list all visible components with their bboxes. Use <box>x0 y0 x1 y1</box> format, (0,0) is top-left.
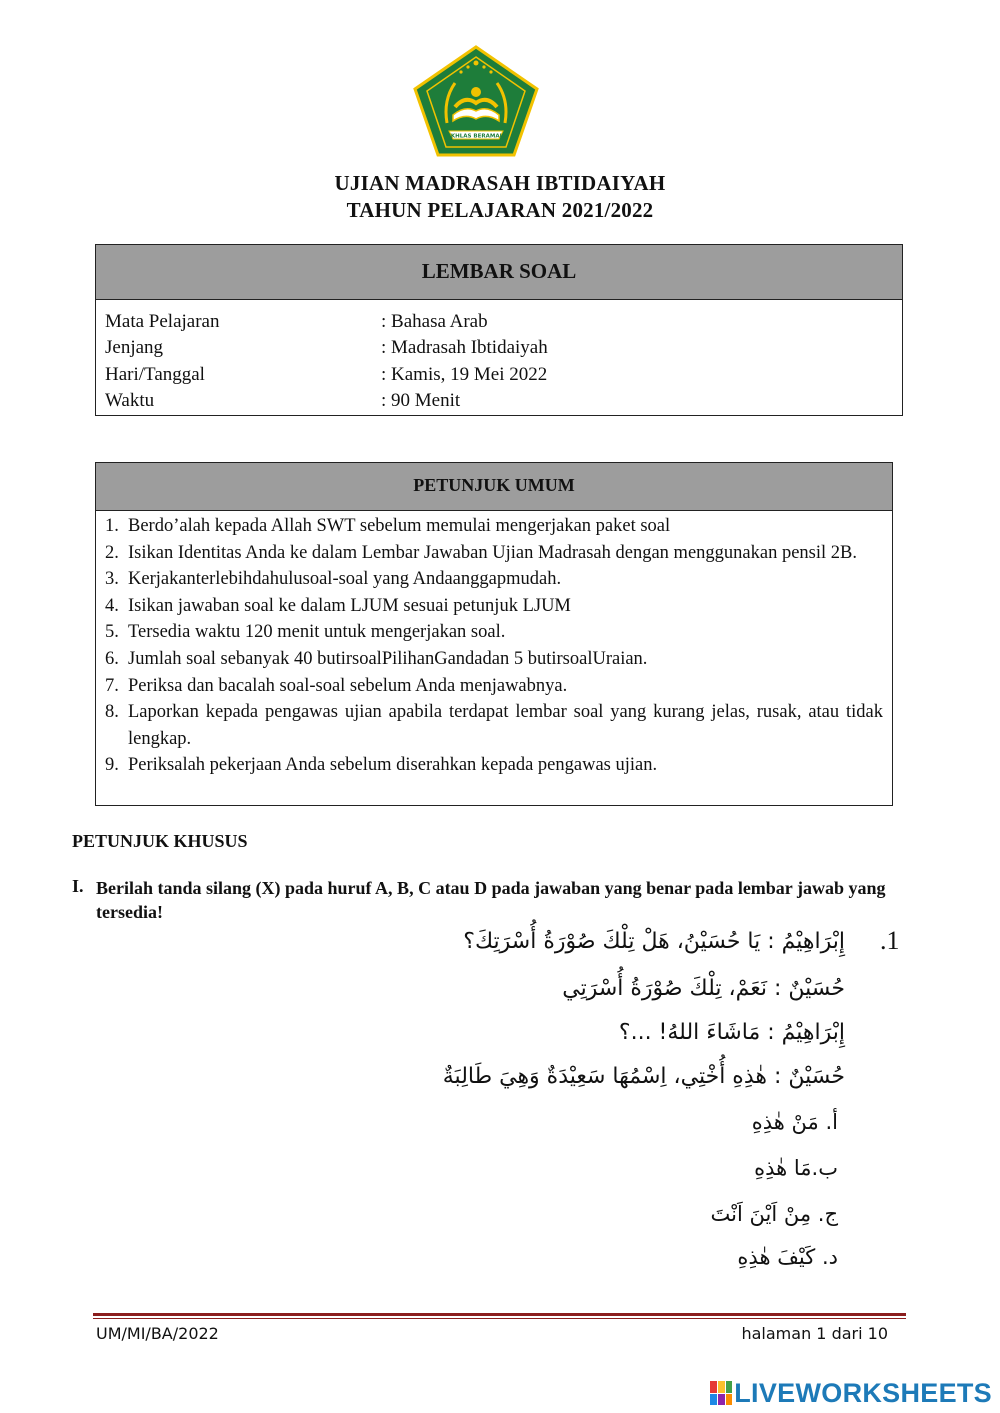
option-letter: ج. <box>817 1202 838 1226</box>
list-item <box>105 752 883 779</box>
item-number: 3. <box>105 569 119 590</box>
footer-rule-thin <box>93 1318 906 1319</box>
list-item <box>105 593 883 620</box>
list-item <box>105 673 883 700</box>
option-text: مَا هٰذِهِ <box>754 1156 812 1180</box>
dialog-line: إِبْرَاهِيْمُ : مَاشَاءَ اللهُ! ...؟ <box>618 1020 845 1045</box>
item-number: 6. <box>105 648 119 669</box>
info-value: : 90 Menit <box>381 390 461 411</box>
dialog-line: حُسَيْنٌ : هٰذِهِ أُخْتِي، اِسْمُهَا سَعِيْدَةٌ وَهِيَ طَالِبَةٌ <box>442 1064 845 1089</box>
petunjuk-umum-box <box>95 462 893 806</box>
info-value: : Kamis, 19 Mei 2022 <box>381 364 548 385</box>
item-number: 7. <box>105 675 119 696</box>
option-text: كَيْفَ هٰذِهِ <box>737 1245 816 1269</box>
option-letter: ب. <box>811 1156 838 1180</box>
page-indicator: halaman 1 dari 10 <box>741 1324 888 1343</box>
item-number: 1. <box>105 516 119 536</box>
section-instruction: Berilah tanda silang (X) pada huruf A, B, C atau D pada jawaban yang benar pada lembar jawab yang tersedia! <box>96 878 886 922</box>
item-text: Periksalah pekerjaan Anda sebelum diserahkan kepada pengawas ujian. <box>128 755 658 776</box>
info-label: Waktu <box>105 390 155 411</box>
option-letter: أ. <box>825 1110 838 1134</box>
info-label: Jenjang <box>105 337 164 358</box>
liveworksheets-watermark[interactable] <box>710 1378 992 1408</box>
info-value: : Bahasa Arab <box>381 311 488 332</box>
question-number: .1 <box>880 926 900 955</box>
petunjuk-umum-list <box>105 513 883 779</box>
item-text: Isikan jawaban soal ke dalam LJUM sesuai petunjuk LJUM <box>128 595 571 616</box>
item-text: Berdo’alah kepada Allah SWT sebelum memulai mengerjakan paket soal <box>128 516 671 536</box>
document-code: UM/MI/BA/2022 <box>96 1324 219 1343</box>
list-item <box>105 540 883 567</box>
exam-title: UJIAN MADRASAH IBTIDAIYAH <box>334 171 666 195</box>
info-label: Mata Pelajaran <box>105 311 220 332</box>
option-text: مِنْ اَيْنَ اَنْتَ <box>710 1202 812 1226</box>
item-text: Tersedia waktu 120 menit untuk mengerjakan soal. <box>128 622 506 643</box>
info-value: : Madrasah Ibtidaiyah <box>381 337 548 358</box>
item-number: 8. <box>105 702 119 723</box>
watermark-text: LIVEWORKSHEETS <box>734 1377 992 1408</box>
item-number: 4. <box>105 595 119 616</box>
dialog-line: إِبْرَاهِيْمُ : يَا حُسَيْنُ، هَلْ تِلْكَ صُوْرَةُ أُسْرَتِكَ؟ <box>463 929 845 954</box>
item-number: 9. <box>105 755 119 776</box>
option-text: مَنْ هٰذِهِ <box>751 1110 819 1134</box>
item-text: Isikan Identitas Anda ke dalam Lembar Jawaban Ujian Madrasah dengan menggunakan pensil 2B. <box>128 542 857 563</box>
lembar-soal-heading: LEMBAR SOAL <box>96 245 902 300</box>
list-item <box>105 513 883 540</box>
kemenag-logo <box>413 45 539 157</box>
option-letter: د. <box>821 1245 838 1269</box>
list-item <box>105 619 883 646</box>
academic-year-title: TAHUN PELAJARAN 2021/2022 <box>346 198 654 222</box>
list-item <box>105 646 883 673</box>
petunjuk-umum-heading: PETUNJUK UMUM <box>96 463 892 511</box>
answer-option-d[interactable] <box>737 1245 838 1269</box>
list-item <box>105 699 883 752</box>
footer-rule <box>93 1313 906 1316</box>
item-text: Kerjakanterlebihdahulusoal-soal yang Andaanggapmudah. <box>128 569 562 590</box>
item-text: Periksa dan bacalah soal-soal sebelum Anda menjawabnya. <box>128 675 568 696</box>
list-item <box>105 566 883 593</box>
item-text: Jumlah soal sebanyak 40 butirsoalPilihanGandadan 5 butirsoalUraian. <box>128 648 648 669</box>
liveworksheets-logo-icon <box>710 1381 732 1405</box>
item-number: 5. <box>105 622 119 643</box>
item-number: 2. <box>105 542 119 563</box>
answer-option-a[interactable] <box>752 1110 838 1134</box>
answer-option-b[interactable] <box>754 1156 838 1180</box>
logo-ribbon-text: IKHLAS BERAMAL <box>448 133 504 140</box>
item-text: Laporkan kepada pengawas ujian apabila terdapat lembar soal yang kurang jelas, rusak, atau tidak lengkap. <box>128 702 883 749</box>
dialog-line: حُسَيْنٌ : نَعَمْ، تِلْكَ صُوْرَةُ أُسْرَتِي <box>562 976 845 1001</box>
answer-option-c[interactable] <box>711 1202 838 1226</box>
section-number: I. <box>72 876 84 896</box>
lembar-soal-box <box>95 244 903 416</box>
info-label: Hari/Tanggal <box>105 364 205 385</box>
petunjuk-khusus-heading: PETUNJUK KHUSUS <box>72 831 248 851</box>
